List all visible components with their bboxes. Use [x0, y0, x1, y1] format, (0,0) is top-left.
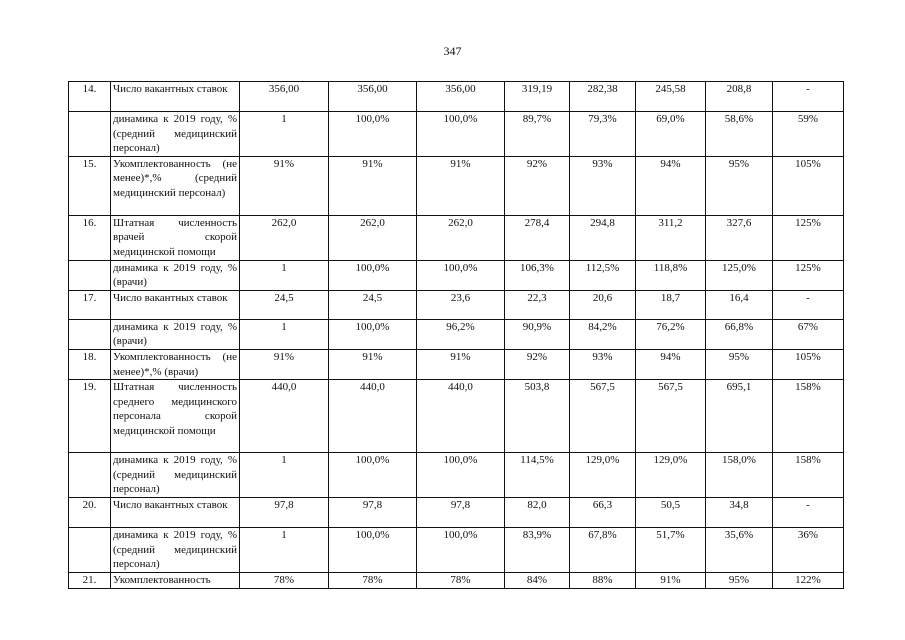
- value-cell: 24,5: [329, 290, 417, 319]
- value-cell: 92%: [505, 156, 570, 215]
- row-label: Число вакантных ставок: [111, 290, 240, 319]
- row-number: 17.: [69, 290, 111, 319]
- value-cell: 78%: [240, 572, 329, 588]
- value-cell: 100,0%: [417, 453, 505, 498]
- value-cell: 695,1: [706, 380, 773, 453]
- value-cell: 18,7: [636, 290, 706, 319]
- table-row: [69, 215, 844, 260]
- table-row: [69, 380, 844, 453]
- value-cell: 91%: [417, 349, 505, 379]
- row-number: [69, 319, 111, 349]
- value-cell: 311,2: [636, 215, 706, 260]
- value-cell: 95%: [706, 349, 773, 379]
- value-cell: 106,3%: [505, 260, 570, 290]
- value-cell: 356,00: [240, 82, 329, 112]
- value-cell: 125,0%: [706, 260, 773, 290]
- value-cell: 91%: [240, 156, 329, 215]
- table-row: [69, 453, 844, 498]
- value-cell: 208,8: [706, 82, 773, 112]
- target-value-cell: 67%: [773, 319, 844, 349]
- value-cell: 96,2%: [417, 319, 505, 349]
- value-cell: 66,3: [570, 497, 636, 527]
- value-cell: 294,8: [570, 215, 636, 260]
- value-cell: 66,8%: [706, 319, 773, 349]
- row-label: динамика к 2019 году, % (средний медицинский персонал): [111, 527, 240, 572]
- value-cell: 1: [240, 527, 329, 572]
- target-value-cell: 125%: [773, 260, 844, 290]
- value-cell: 95%: [706, 156, 773, 215]
- value-cell: 1: [240, 319, 329, 349]
- row-label: Укомплектованность: [111, 572, 240, 588]
- row-label: динамика к 2019 году, % (средний медицинский персонал): [111, 453, 240, 498]
- value-cell: 158,0%: [706, 453, 773, 498]
- value-cell: 503,8: [505, 380, 570, 453]
- row-number: [69, 453, 111, 498]
- value-cell: 1: [240, 112, 329, 157]
- value-cell: 440,0: [329, 380, 417, 453]
- table-row: [69, 349, 844, 379]
- value-cell: 100,0%: [417, 112, 505, 157]
- row-label: Укомплектованность (не менее)*,% (средний медицинский персонал): [111, 156, 240, 215]
- table-row: [69, 112, 844, 157]
- target-value-cell: 36%: [773, 527, 844, 572]
- row-number: 20.: [69, 497, 111, 527]
- value-cell: 319,19: [505, 82, 570, 112]
- value-cell: 76,2%: [636, 319, 706, 349]
- row-label: Штатная численность среднего медицинского персонала скорой медицинской помощи: [111, 380, 240, 453]
- value-cell: 84%: [505, 572, 570, 588]
- value-cell: 23,6: [417, 290, 505, 319]
- row-label: Число вакантных ставок: [111, 497, 240, 527]
- value-cell: 100,0%: [417, 527, 505, 572]
- value-cell: 97,8: [240, 497, 329, 527]
- row-number: 19.: [69, 380, 111, 453]
- value-cell: 34,8: [706, 497, 773, 527]
- value-cell: 97,8: [417, 497, 505, 527]
- value-cell: 100,0%: [329, 453, 417, 498]
- row-number: [69, 527, 111, 572]
- row-number: 16.: [69, 215, 111, 260]
- value-cell: 91%: [417, 156, 505, 215]
- value-cell: 51,7%: [636, 527, 706, 572]
- value-cell: 440,0: [417, 380, 505, 453]
- row-label: Штатная численность врачей скорой медицинской помощи: [111, 215, 240, 260]
- value-cell: 278,4: [505, 215, 570, 260]
- row-number: 18.: [69, 349, 111, 379]
- value-cell: 100,0%: [329, 319, 417, 349]
- table-row: [69, 319, 844, 349]
- value-cell: 129,0%: [636, 453, 706, 498]
- value-cell: 69,0%: [636, 112, 706, 157]
- value-cell: 94%: [636, 349, 706, 379]
- target-value-cell: -: [773, 497, 844, 527]
- value-cell: 356,00: [329, 82, 417, 112]
- value-cell: 282,38: [570, 82, 636, 112]
- value-cell: 440,0: [240, 380, 329, 453]
- table-row: [69, 497, 844, 527]
- table-row: [69, 82, 844, 112]
- value-cell: 567,5: [570, 380, 636, 453]
- target-value-cell: -: [773, 82, 844, 112]
- table-row: [69, 156, 844, 215]
- target-value-cell: 105%: [773, 156, 844, 215]
- value-cell: 78%: [329, 572, 417, 588]
- value-cell: 118,8%: [636, 260, 706, 290]
- target-value-cell: 122%: [773, 572, 844, 588]
- value-cell: 91%: [329, 156, 417, 215]
- value-cell: 95%: [706, 572, 773, 588]
- value-cell: 22,3: [505, 290, 570, 319]
- value-cell: 93%: [570, 156, 636, 215]
- row-label: динамика к 2019 году, % (средний медицинский персонал): [111, 112, 240, 157]
- value-cell: 24,5: [240, 290, 329, 319]
- value-cell: 50,5: [636, 497, 706, 527]
- value-cell: 262,0: [417, 215, 505, 260]
- row-label: динамика к 2019 году, % (врачи): [111, 319, 240, 349]
- table-body: [69, 82, 844, 589]
- target-value-cell: 105%: [773, 349, 844, 379]
- value-cell: 89,7%: [505, 112, 570, 157]
- value-cell: 88%: [570, 572, 636, 588]
- target-value-cell: -: [773, 290, 844, 319]
- page-number: 347: [443, 44, 462, 58]
- value-cell: 91%: [329, 349, 417, 379]
- value-cell: 97,8: [329, 497, 417, 527]
- value-cell: 84,2%: [570, 319, 636, 349]
- row-number: [69, 260, 111, 290]
- row-number: [69, 112, 111, 157]
- row-label: Укомплектованность (не менее)*,% (врачи): [111, 349, 240, 379]
- value-cell: 67,8%: [570, 527, 636, 572]
- value-cell: 100,0%: [329, 527, 417, 572]
- value-cell: 114,5%: [505, 453, 570, 498]
- value-cell: 91%: [240, 349, 329, 379]
- row-label: динамика к 2019 году, % (врачи): [111, 260, 240, 290]
- value-cell: 78%: [417, 572, 505, 588]
- value-cell: 567,5: [636, 380, 706, 453]
- table-row: [69, 260, 844, 290]
- row-label: Число вакантных ставок: [111, 82, 240, 112]
- value-cell: 129,0%: [570, 453, 636, 498]
- target-value-cell: 158%: [773, 380, 844, 453]
- value-cell: 112,5%: [570, 260, 636, 290]
- table-row: [69, 290, 844, 319]
- value-cell: 100,0%: [329, 112, 417, 157]
- value-cell: 245,58: [636, 82, 706, 112]
- value-cell: 79,3%: [570, 112, 636, 157]
- value-cell: 262,0: [329, 215, 417, 260]
- table-row: [69, 527, 844, 572]
- value-cell: 83,9%: [505, 527, 570, 572]
- value-cell: 16,4: [706, 290, 773, 319]
- value-cell: 93%: [570, 349, 636, 379]
- value-cell: 90,9%: [505, 319, 570, 349]
- value-cell: 92%: [505, 349, 570, 379]
- target-value-cell: 158%: [773, 453, 844, 498]
- table-row: [69, 572, 844, 588]
- target-value-cell: 125%: [773, 215, 844, 260]
- row-number: 21.: [69, 572, 111, 588]
- value-cell: 58,6%: [706, 112, 773, 157]
- row-number: 15.: [69, 156, 111, 215]
- target-value-cell: 59%: [773, 112, 844, 157]
- value-cell: 262,0: [240, 215, 329, 260]
- value-cell: 35,6%: [706, 527, 773, 572]
- value-cell: 1: [240, 260, 329, 290]
- value-cell: 1: [240, 453, 329, 498]
- value-cell: 91%: [636, 572, 706, 588]
- value-cell: 94%: [636, 156, 706, 215]
- value-cell: 327,6: [706, 215, 773, 260]
- value-cell: 82,0: [505, 497, 570, 527]
- row-number: 14.: [69, 82, 111, 112]
- value-cell: 100,0%: [417, 260, 505, 290]
- value-cell: 356,00: [417, 82, 505, 112]
- indicators-table: [68, 81, 844, 589]
- value-cell: 20,6: [570, 290, 636, 319]
- value-cell: 100,0%: [329, 260, 417, 290]
